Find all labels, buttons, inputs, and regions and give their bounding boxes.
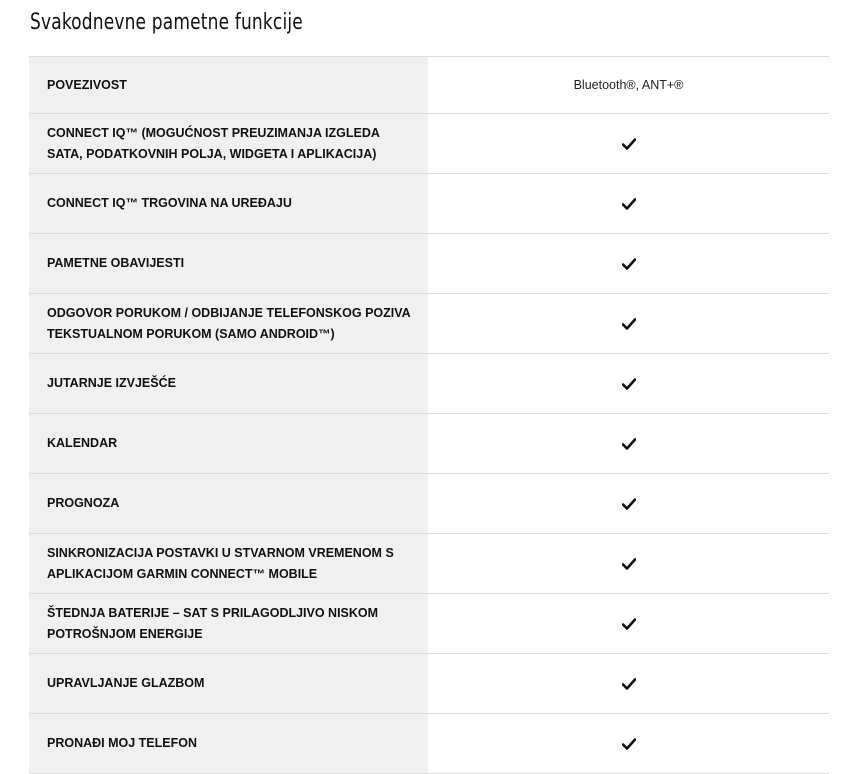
row-value: [428, 294, 829, 354]
row-value: [428, 114, 829, 174]
row-value: Bluetooth®, ANT+®: [428, 57, 829, 114]
row-value: [428, 654, 829, 714]
row-label: ŠTEDNJA BATERIJE – SAT S PRILAGODLJIVO NISKOM POTROŠNJOM ENERGIJE: [29, 594, 428, 654]
table-row: [29, 114, 829, 174]
table-row: [29, 57, 829, 114]
table-row: [29, 174, 829, 234]
checkmark-icon: [622, 738, 636, 750]
row-label: UPRAVLJANJE GLAZBOM: [29, 654, 428, 714]
checkmark-icon: [622, 378, 636, 390]
row-label: PRONAĐI MOJ TELEFON: [29, 714, 428, 774]
row-value: [428, 174, 829, 234]
table-row: [29, 354, 829, 414]
table-row: [29, 234, 829, 294]
row-value: [428, 414, 829, 474]
row-label: JUTARNJE IZVJEŠĆE: [29, 354, 428, 414]
section-title: Svakodnevne pametne funkcije: [30, 10, 303, 35]
table-row: [29, 654, 829, 714]
row-value: [428, 234, 829, 294]
checkmark-icon: [622, 438, 636, 450]
checkmark-icon: [622, 558, 636, 570]
row-value: [428, 594, 829, 654]
checkmark-icon: [622, 618, 636, 630]
row-value: [428, 354, 829, 414]
row-label: KALENDAR: [29, 414, 428, 474]
row-label: PROGNOZA: [29, 474, 428, 534]
checkmark-icon: [622, 318, 636, 330]
row-value: [428, 474, 829, 534]
row-label: PAMETNE OBAVIJESTI: [29, 234, 428, 294]
checkmark-icon: [622, 678, 636, 690]
checkmark-icon: [622, 198, 636, 210]
row-label: CONNECT IQ™ TRGOVINA NA UREĐAJU: [29, 174, 428, 234]
row-label: CONNECT IQ™ (MOGUĆNOST PREUZIMANJA IZGLEDA SATA, PODATKOVNIH POLJA, WIDGETA I APLIKACIJA): [29, 114, 428, 174]
table-row: [29, 474, 829, 534]
table-row: [29, 534, 829, 594]
row-label: ODGOVOR PORUKOM / ODBIJANJE TELEFONSKOG POZIVA TEKSTUALNOM PORUKOM (SAMO ANDROID™): [29, 294, 428, 354]
row-value: [428, 534, 829, 594]
checkmark-icon: [622, 138, 636, 150]
table-row: [29, 594, 829, 654]
table-row: [29, 414, 829, 474]
row-label: POVEZIVOST: [29, 57, 428, 114]
row-label: SINKRONIZACIJA POSTAVKI U STVARNOM VREMENOM S APLIKACIJOM GARMIN CONNECT™ MOBILE: [29, 534, 428, 594]
table-row: [29, 294, 829, 354]
checkmark-icon: [622, 498, 636, 510]
row-value: [428, 714, 829, 774]
table-row: [29, 714, 829, 774]
checkmark-icon: [622, 258, 636, 270]
spec-table: [29, 56, 829, 774]
